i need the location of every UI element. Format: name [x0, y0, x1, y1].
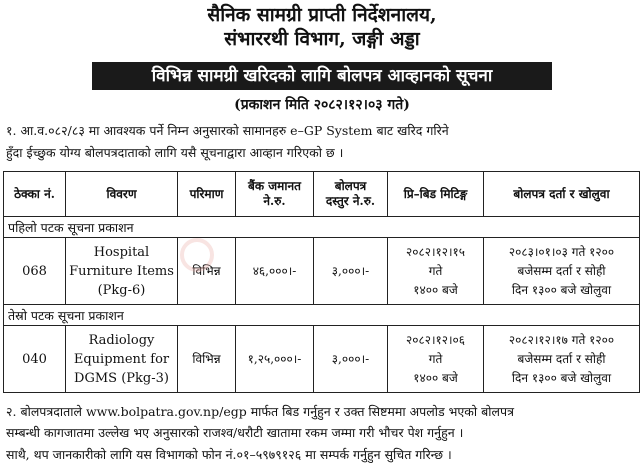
- department-title: संभाररथी विभाग, जङ्गी अड्डा: [224, 28, 420, 50]
- submission-line: दिन १३०० बजे खोलुवा: [511, 370, 612, 385]
- tender-table: [3, 171, 640, 393]
- pre-bid-suffix: गते: [428, 263, 443, 278]
- pre-bid-cell: [388, 326, 484, 393]
- note-line-2: सम्बन्धी कागजातमा उल्लेख भए अनुसारको राजश्व/धरौटी खातामा रकम जम्मा गरी भौचर पेश गर्नुहुन ।: [6, 425, 464, 440]
- note-line-3: साथै, थप जानकारीको लागि यस विभागको फोन नं.०१–५९७९१२६ मा सम्पर्क गर्नुहुन सुचित गरिन्छ ।: [6, 447, 452, 462]
- section-row: [4, 305, 640, 326]
- header-pre-bid: प्रि–बिड मिटिङ्ग: [388, 172, 484, 217]
- description-line: Furniture Items: [69, 263, 174, 279]
- submission-line: २०८२।१२।१७ गते १२००: [508, 332, 615, 347]
- contract-no-cell: 040: [4, 326, 66, 393]
- bid-fee-cell: ३,०००।-: [314, 326, 388, 393]
- pre-bid-date: २०८२।१२।१५: [405, 244, 466, 259]
- section-title: पहिलो पटक सूचना प्रकाशन: [4, 217, 640, 238]
- description-line: (Pkg-6): [97, 282, 146, 298]
- header-contract-no: ठेक्का नं.: [4, 172, 66, 217]
- directorate-title: सैनिक सामग्री प्राप्ती निर्देशनालय,: [207, 4, 437, 26]
- table-row: [4, 238, 640, 305]
- pre-bid-time: १४०० बजे: [413, 282, 458, 297]
- header-bank-guarantee: [236, 172, 314, 217]
- submission-line: बजेसम्म दर्ता र सोही: [517, 263, 606, 278]
- section-row: [4, 217, 640, 238]
- bid-submission-cell: [484, 326, 640, 393]
- table-header-row: [4, 172, 640, 217]
- notice-banner: विभिन्न सामग्री खरिदको लागि बोलपत्र आव्हानको सूचना: [92, 62, 552, 90]
- intro-line-2: हुँदा ईच्छुक योग्य बोलपत्रदाताको लागि यसै सूचनाद्वारा आव्हान गरिएको छ ।: [6, 145, 344, 160]
- bid-fee-cell: ३,०००।-: [314, 238, 388, 305]
- header-bid-fee: [314, 172, 388, 217]
- header-bid-fee-line: बोलपत्र: [334, 179, 367, 193]
- tender-logo-icon: [180, 238, 214, 272]
- description-cell: [66, 326, 178, 393]
- intro-line-1: १. आ.व.०८२/८३ मा आवश्यक पर्ने निम्न अनुसारको सामानहरु e–GP System बाट खरिद गरिने: [6, 123, 449, 138]
- header-bank-guarantee-line: बैंक जमानत: [248, 179, 301, 193]
- submission-line: २०८३।०१।०३ गते १२००: [508, 244, 615, 259]
- header-quantity: परिमाण: [178, 172, 236, 217]
- bid-submission-cell: [484, 238, 640, 305]
- publication-date: (प्रकाशन मिति २०८२।१२।०३ गते): [234, 97, 410, 113]
- description-cell: [66, 238, 178, 305]
- description-line: Hospital: [93, 244, 150, 260]
- quantity-cell: विभिन्न: [178, 326, 236, 393]
- table-row: [4, 326, 640, 393]
- quantity-cell: विभिन्न: [178, 238, 236, 305]
- submission-line: बजेसम्म दर्ता र सोही: [517, 351, 606, 366]
- header-bid-submission: बोलपत्र दर्ता र खोलुवा: [484, 172, 640, 217]
- pre-bid-suffix: गते: [428, 351, 443, 366]
- header-description: विवरण: [66, 172, 178, 217]
- pre-bid-date: २०८२।१२।०६: [405, 332, 466, 347]
- header-bank-guarantee-unit: ने.रु.: [263, 194, 286, 208]
- note-line-1: २. बोलपत्रदाताले www.bolpatra.gov.np/egp मार्फत बिड गर्नुहुन र उक्त सिष्टममा अपलोड भएको बोलपत्र: [6, 404, 514, 419]
- description-line: Equipment for: [73, 351, 170, 367]
- header-bid-fee-unit: दस्तुर ने.रु.: [325, 194, 376, 208]
- bank-guarantee-cell: १,२५,०००।-: [236, 326, 314, 393]
- section-title: तेस्रो पटक सूचना प्रकाशन: [4, 305, 640, 326]
- description-line: Radiology: [88, 332, 155, 348]
- description-line: DGMS (Pkg-3): [74, 370, 169, 386]
- submission-line: दिन १३०० बजे खोलुवा: [511, 282, 612, 297]
- pre-bid-time: १४०० बजे: [413, 370, 458, 385]
- pre-bid-cell: [388, 238, 484, 305]
- bank-guarantee-cell: ४६,०००।-: [236, 238, 314, 305]
- contract-no-cell: 068: [4, 238, 66, 305]
